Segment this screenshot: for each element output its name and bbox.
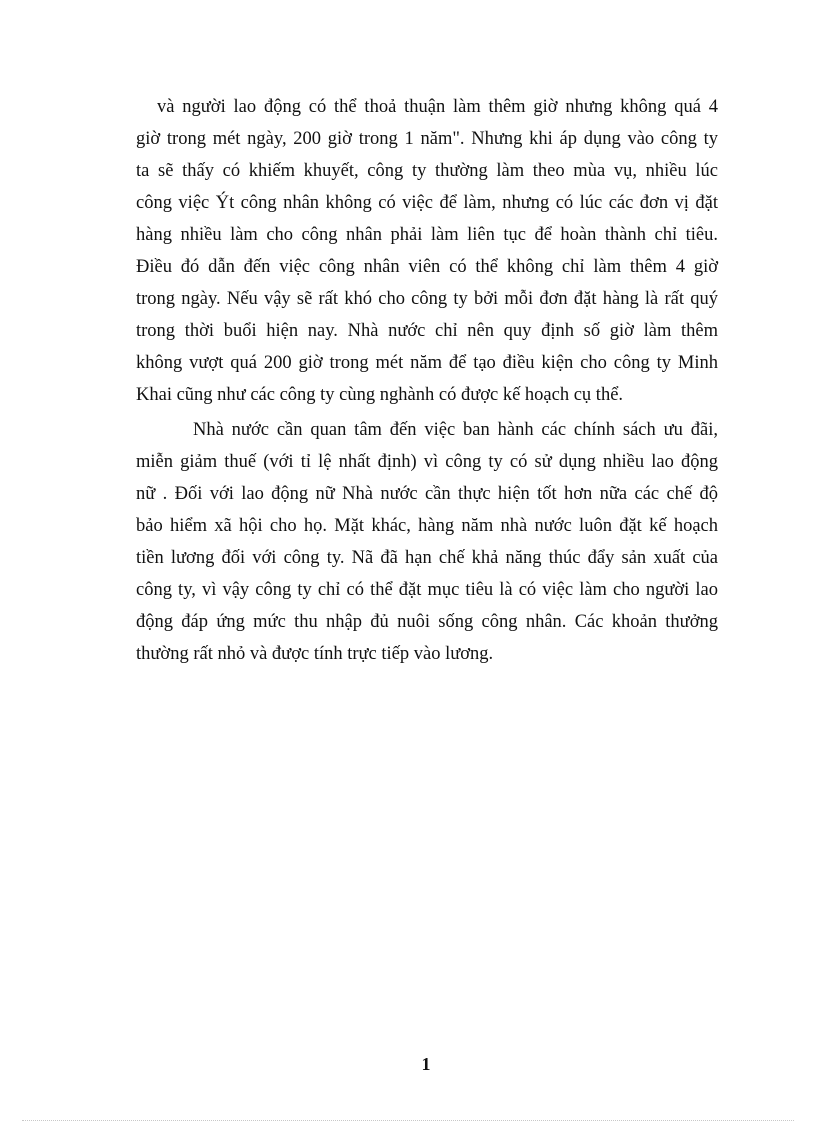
page-number: 1 — [421, 1054, 431, 1074]
paragraph-line: trong ngày. Nếu vậy sẽ rất khó cho công ty bởi mỗi đơn đặt hàng là rất quý — [136, 289, 718, 309]
paragraph-line: hàng nhiều làm cho công nhân phải làm liên tục để hoàn thành chỉ tiêu. — [136, 225, 718, 245]
paragraph-line: trong thời buổi hiện nay. Nhà nước chỉ nên quy định số giờ làm thêm — [136, 321, 718, 341]
paragraph-line: nữ . Đối với lao động nữ Nhà nước cần thực hiện tốt hơn nữa các chế độ — [136, 484, 718, 504]
paragraph-line: công ty, vì vậy công ty chỉ có thể đặt mục tiêu là có việc làm cho người lao — [136, 580, 718, 600]
paragraph-line: Khai cũng như các công ty cùng nghành có được kế hoạch cụ thể. — [136, 385, 624, 405]
paragraph-line: tiền lương đối với công ty. Nã đã hạn chế khả năng thúc đẩy sản xuất của — [136, 548, 718, 568]
paragraph-line: bảo hiểm xã hội cho họ. Mặt khác, hàng năm nhà nước luôn đặt kế hoạch — [136, 516, 718, 536]
paragraph-line: Nhà nước cần quan tâm đến việc ban hành các chính sách ưu đãi, — [193, 420, 718, 440]
page-bottom-border — [22, 1120, 794, 1121]
paragraph-line: thường rất nhỏ và được tính trực tiếp vào lương. — [136, 644, 494, 664]
paragraph-line: công việc Ýt công nhân không có việc để làm, nhưng có lúc các đơn vị đặt — [136, 193, 718, 213]
paragraph-line: Điều đó dẫn đến việc công nhân viên có thể không chỉ làm thêm 4 giờ — [136, 257, 718, 277]
paragraph-line: miễn giảm thuế (với tỉ lệ nhất định) vì công ty có sử dụng nhiều lao động — [136, 452, 718, 472]
paragraph-line: ta sẽ thấy có khiếm khuyết, công ty thường làm theo mùa vụ, nhiều lúc — [136, 161, 718, 181]
paragraph-line: không vượt quá 200 giờ trong mét năm để tạo điều kiện cho công ty Minh — [136, 353, 718, 373]
paragraph-line: giờ trong mét ngày, 200 giờ trong 1 năm". Nhưng khi áp dụng vào công ty — [136, 129, 718, 149]
paragraph-line: và người lao động có thể thoả thuận làm thêm giờ nhưng không quá 4 — [157, 97, 718, 117]
paragraph-line: động đáp ứng mức thu nhập đủ nuôi sống công nhân. Các khoản thưởng — [136, 612, 718, 632]
